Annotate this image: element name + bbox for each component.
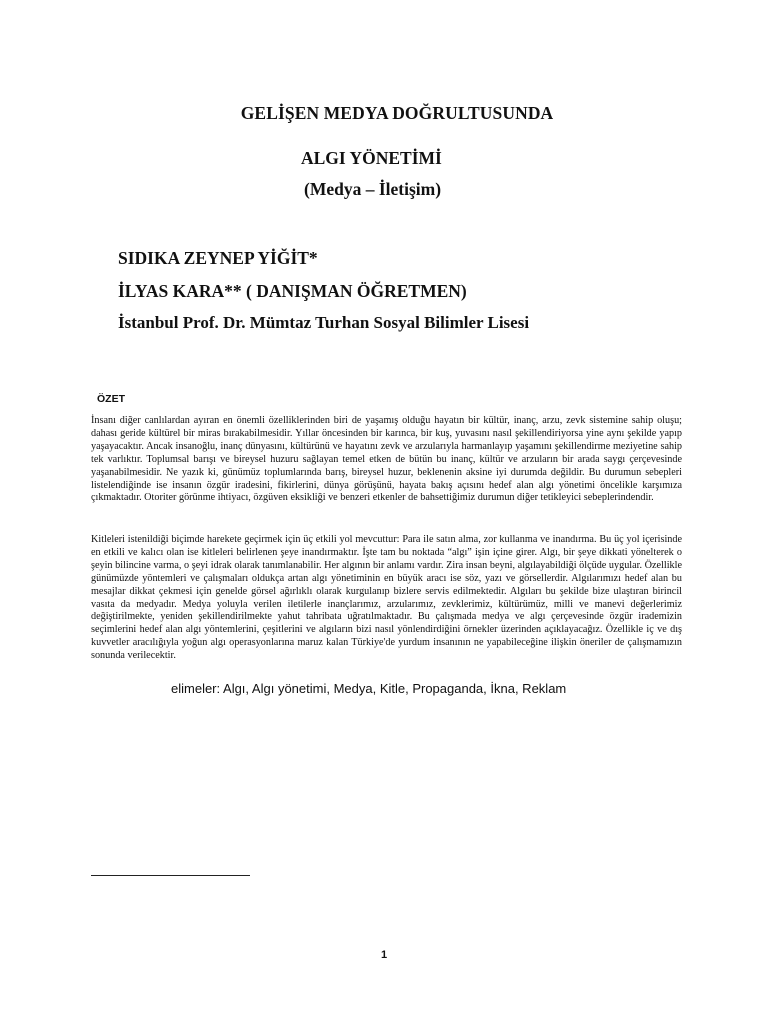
page-number: 1 [380,949,388,961]
abstract-paragraph-1: İnsanı diğer canlılardan ayıran en önemli özelliklerinden biri de yaşamış olduğu hayatın bir kültür, inanç, arzu, zevk sistemine sahip oluşu; dahası geride kültürel bir miras bırakabilmesidir. Yıllar öncesinden bir karınca, bir kuş, yuvasını nasıl şekillendiriyorsa yine aynı şekilde yapıp yaşayacaktır. Ancak insanoğlu, inanç dünyasını, kültürünü ve hayatını zevk ve arzularıyla harmanlayıp yaşamını şekillendirme meziyetine sahip tek varlıktır. Toplumsal barışı ve bireysel huzuru sağlayan temel etken de bütün bu inanç, kültür ve arzuların bir arada saygı çerçevesinde yaşanabilmesidir. Ne yazık ki, günümüz toplumlarında barış, bireysel huzur, beklenenin aksine iyi durumda değildir. Bu durumun sebepleri listelendiğinde ise insanın özgür iradesini, fikirlerini, dünya görüşünü, hayata bakış açısını hedef alan algı yönetimi öncelikle karşımıza çıkmaktadır. Otoriter görünme ihtiyacı, özgüven eksikliği ve benzeri etkenler de bahsettiğimiz durumun diğer tetikleyici sebeplerindendir. [91,415,682,504]
title-line-2: ALGI YÖNETİMİ [301,148,442,168]
footnote-separator [91,875,250,876]
author-2: İLYAS KARA** ( DANIŞMAN ÖĞRETMEN) [118,281,467,301]
school-name: İstanbul Prof. Dr. Mümtaz Turhan Sosyal Bilimler Lisesi [118,313,530,332]
title-subtitle: (Medya – İletişim) [304,179,442,199]
title-line-1: GELİŞEN MEDYA DOĞRULTUSUNDA [240,103,554,123]
abstract-paragraph-2: Kitleleri istenildiği biçimde harekete geçirmek için üç etkili yol mevcuttur: Para ile satın alma, zor kullanma ve inandırma. Bu üç yol içerisinde en etkili ve kalıcı olan ise kitleleri belirlenen şeye inandırmaktır. İşte tam bu noktada “algı” işin içine girer. Algı, bir şeye dikkati yönelterek o şeyin bilincine varma, o şeyi idrak olarak tanımlanabilir. Her algının bir anlamı vardır. Zira insan beyni, algılayabildiği ölçüde uygular. Özellikle günümüzde yöntemleri ve çalışmaları oldukça artan algı yönetiminin en büyük aracı ise söz, yazı ve görsellerdir. Algılarımızı hedef alan bu mesajlar dikkat çekmesi için genelde görsel ağırlıklı olarak kurgulanıp bizlere servis edilmektedir. Algıları bu şekilde bize ulaştıran birincil vasıta da medyadır. Medya yoluyla verilen iletilerle inançlarımız, arzularımız, zevklerimiz, kültürümüz, milli ve manevi değerlerimiz değiştirilmekte, yeniden şekillendirilmekte yahut tahribata uğratılmaktadır. Bu çalışmada medya ve algı çerçevesinde özgür irademizin seçimlerini hedef alan algı yöntemlerini, çeşitlerini ve algıların bizi nasıl yönlendirdiğini örnekler üzerinden açıklayacağız. Özellikle iç ve dış kuvvetler aracılığıyla yoğun algı operasyonlarına maruz kalan Türkiye'de yurdum insanının ne yapabileceğine ilişkin öneriler de çalışmamızın sonunda verilecektir. [91,534,682,662]
author-1: SIDIKA ZEYNEP YİĞİT* [118,248,318,268]
keywords-line: elimeler: Algı, Algı yönetimi, Medya, Kitle, Propaganda, İkna, Reklam [171,681,567,696]
abstract-heading: ÖZET [97,393,125,405]
